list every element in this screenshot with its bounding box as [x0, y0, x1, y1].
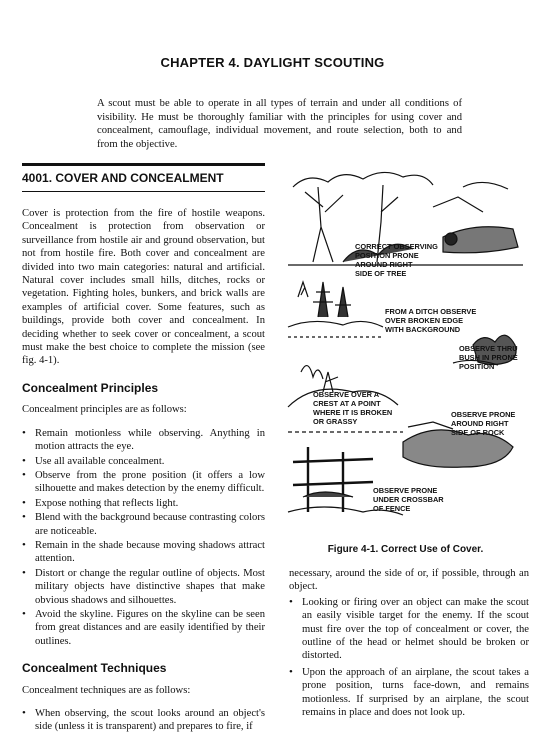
label-tree-3: AROUND RIGHT: [355, 260, 413, 269]
label-ditch-3: WITH BACKGROUND: [385, 325, 461, 334]
label-fence-1: OBSERVE PRONE: [373, 486, 438, 495]
list-item: • Remain in the shade because moving shadows attract attention.: [22, 539, 265, 566]
label-rock-3: SIDE OF ROCK: [451, 428, 505, 437]
label-ditch-1: FROM A DITCH OBSERVE: [385, 307, 477, 316]
principles-intro: Concealment principles are as follows:: [22, 404, 187, 416]
label-tree-1: CORRECT OBSERVING: [355, 242, 438, 251]
label-bush-3: POSITION: [459, 362, 495, 371]
list-item: • Blend with the background because contrasting colors are noticeable.: [22, 511, 265, 538]
figure-cover-illustration: [283, 167, 528, 532]
label-crest-3: WHERE IT IS BROKEN: [313, 408, 393, 417]
chapter-title: CHAPTER 4. DAYLIGHT SCOUTING: [160, 55, 385, 70]
label-fence-2: UNDER CROSSBAR: [373, 495, 444, 504]
list-item: • Remain motionless while observing. Anything in motion attracts the eye.: [22, 427, 265, 454]
list-item: • Looking or firing over an object can make the scout an easily visible target for the enemy. If the scout must fire over the top of concealment or cover, the outline of the head or helmet should be broken or distorted.: [289, 596, 529, 663]
techniques-list: [22, 707, 265, 734]
label-crest-1: OBSERVE OVER A: [313, 390, 380, 399]
right-column: [289, 567, 529, 722]
section-title: 4001. COVER AND CONCEALMENT: [22, 171, 224, 185]
figure-caption: Figure 4-1. Correct Use of Cover.: [327, 544, 484, 555]
label-bush-2: BUSH IN PRONE: [459, 353, 518, 362]
techniques-heading: Concealment Techniques: [22, 661, 167, 676]
list-item: • Avoid the skyline. Figures on the skyline can be seen from great distances and are easily identified by their outlines.: [22, 608, 265, 648]
label-bush-1: OBSERVE THRU: [459, 344, 518, 353]
principles-list: [22, 427, 265, 649]
principles-heading: Concealment Principles: [22, 380, 159, 395]
label-crest-2: CREST AT A POINT: [313, 399, 381, 408]
list-item: • Distort or change the regular outline of objects. Most military objects have distinctive shapes that make obvious shadows and silhouettes.: [22, 567, 265, 607]
list-item: • Use all available concealment.: [22, 455, 265, 468]
techniques-intro: Concealment techniques are as follows:: [22, 684, 191, 696]
label-tree-4: SIDE OF TREE: [355, 269, 407, 278]
list-item: • Expose nothing that reflects light.: [22, 497, 265, 510]
illustration: [283, 167, 528, 532]
list-item: • Upon the approach of an airplane, the scout takes a prone position, turns face-down, and remains motionless. If surprised by an airplane, the scout remains in place and does not look up.: [289, 666, 529, 720]
label-ditch-2: OVER BROKEN EDGE: [385, 316, 464, 325]
cover-paragraph: Cover is protection from the fire of hostile weapons. Concealment is protection from observation or surveillance from hostile air and ground observation, but not from hostile fire. Both cover and concealment are divided into two main categories: natural and artificial. Natural cover includes small hills, ditches, rocks or vegetation. Fighting holes, bunkers, and brick walls are examples of artificial cover. Some features, such as buildings, provide both cover and concealment. In deciding whether to seek cover or concealment, a scout must make the best choice to complete the mission (see fig. 4-1).: [22, 208, 265, 367]
list-item: • When observing, the scout looks around an object's side (unless it is transparent) and prepares to fire, if: [22, 707, 265, 734]
techniques-list-continued: [289, 596, 529, 720]
list-item: • Observe from the prone position (it offers a low silhouette and makes detection by the enemy difficult.: [22, 469, 265, 496]
label-fence-3: OF FENCE: [373, 504, 411, 513]
left-column: [22, 207, 265, 735]
label-tree-2: POSITION PRONE: [355, 251, 419, 260]
label-rock-1: OBSERVE PRONE: [451, 410, 516, 419]
label-crest-4: OR GRASSY: [313, 417, 358, 426]
continuation-text: necessary, around the side of or, if possible, through an object.: [289, 568, 529, 593]
section-rule-bottom: [22, 191, 265, 192]
label-rock-2: AROUND RIGHT: [451, 419, 509, 428]
intro-paragraph: A scout must be able to operate in all types of terrain and under all conditions of visibility. He must be thoroughly familiar with the principles for using cover and concealment, camouflage, individual movement, and route selection, both to and from the objective.: [97, 98, 462, 150]
section-rule-top: [22, 163, 265, 166]
